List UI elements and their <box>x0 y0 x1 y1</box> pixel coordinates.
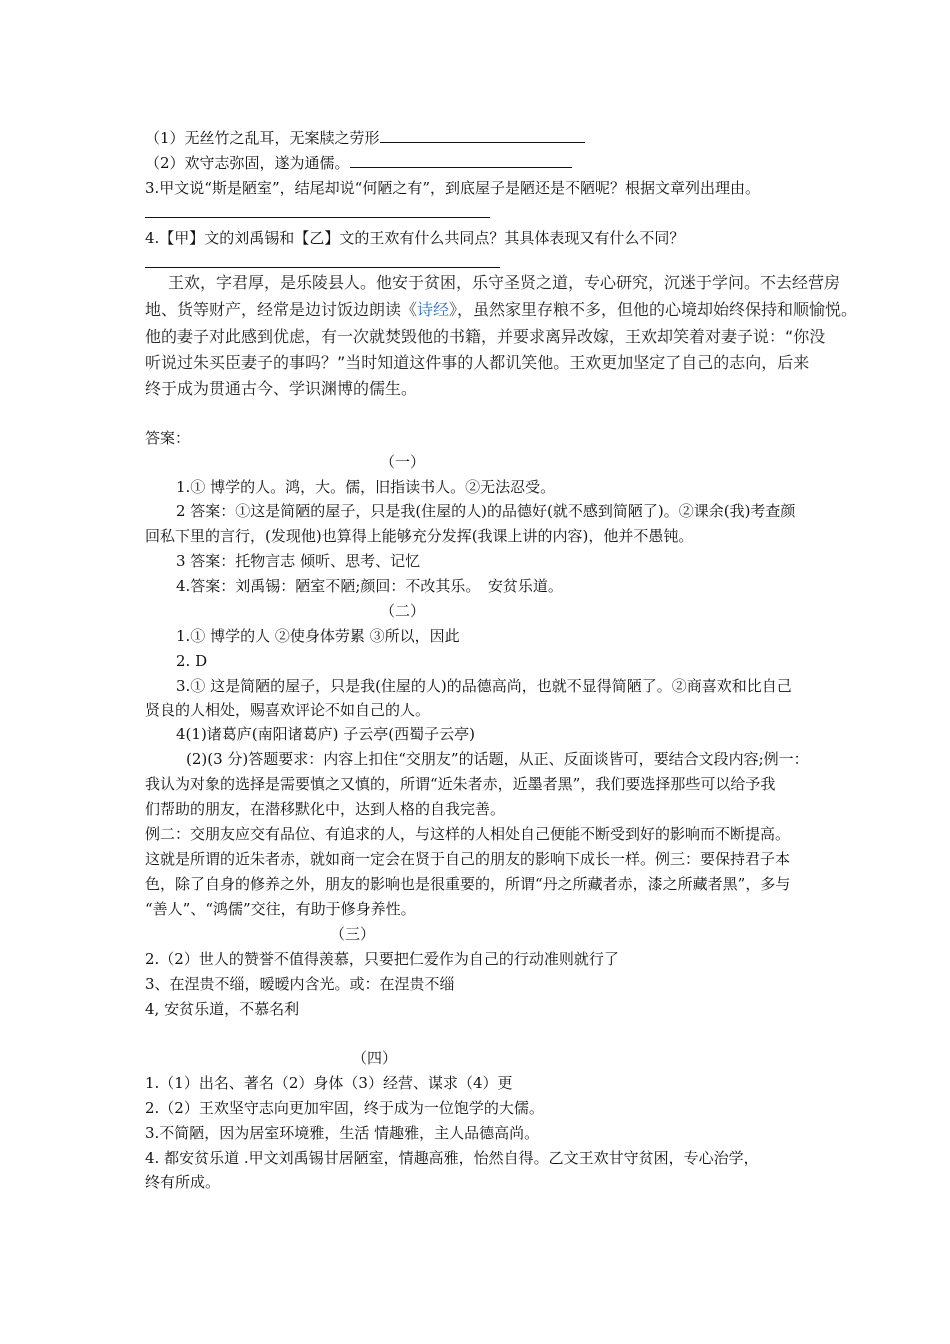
answer-line: 1.① 博学的人 ②使身体劳累 ③所以，因此 <box>176 627 460 645</box>
passage-line: 终于成为贯通古今、学识渊博的儒生。 <box>145 379 418 398</box>
answers-heading: 答案： <box>145 429 191 447</box>
passage-line <box>145 300 857 320</box>
answer-line: (2)(3 分)答题要求：内容上扣住“交朋友”的话题，从正、反面谈皆可，要结合文段内容;例一： <box>186 750 809 768</box>
passage-text: 地、货等财产，经常是边讨饭边朗读《 <box>145 300 418 319</box>
passage-line: 听说过朱买臣妻子的事吗？”当时知道这件事的人都讥笑他。王欢更加坚定了自己的志向，后来 <box>145 353 810 372</box>
passage-line: 王欢，字君厚，是乐陵县人。他安于贫困，乐守圣贤之道，专心研究，沉迷于学问。不去经营房 <box>168 273 841 292</box>
answer-line: 贤良的人相处，赐喜欢评论不如自己的人。 <box>145 701 431 719</box>
answer-line: 终有所成。 <box>145 1173 221 1191</box>
answer-line: 3 答案：托物言志 倾听、思考、记忆 <box>176 552 421 570</box>
answer-line: 2.（2）世人的赞誉不值得羡慕，只要把仁爱作为自己的行动准则就行了 <box>145 950 619 968</box>
answer-line: 4(1)诸葛庐(南阳诸葛庐) 子云亭(西蜀子云亭) <box>176 725 475 743</box>
passage-line: 他的妻子对此感到优虑，有一次就焚毁他的书籍，并要求离异改嫁，王欢却笑着对妻子说：“你没 <box>145 327 826 346</box>
answer-line: 4. 都安贫乐道 .甲文刘禹锡甘居陋室，情趣高雅，怡然自得。乙文王欢甘守贫困，专心治学， <box>145 1149 759 1167</box>
answer-line: 3、在涅贵不缁，暧暧内含光。或：在涅贵不缁 <box>145 975 455 993</box>
section-title: （四） <box>352 1049 398 1067</box>
question-2-1-text: （1）无丝竹之乱耳，无案牍之劳形 <box>145 129 380 147</box>
answer-line: 2 答案：①这是简陋的屋子，只是我(住屋的人)的品德好(就不感到简陋了)。②课余(我)考查颜 <box>176 502 796 520</box>
question-3: 3.甲文说“斯是陋室”，结尾却说“何陋之有”，到底屋子是陋还是不陋呢？根据文章列出理由。 <box>145 179 760 197</box>
question-4: 4.【甲】文的刘禹锡和【乙】文的王欢有什么共同点？其具体表现又有什么不同？ <box>145 229 685 247</box>
answer-line: 2.（2）王欢坚守志向更加牢固，终于成为一位饱学的大儒。 <box>145 1099 544 1117</box>
answer-line: 1.（1）出名、著名（2）身体（3）经营、谋求（4）更 <box>145 1074 513 1092</box>
answer-line: 2. D <box>176 652 208 670</box>
shijing-link[interactable]: 诗经 <box>417 300 450 319</box>
answer-line: “善人”、“鸿儒”交往，有助于修身养性。 <box>145 900 416 918</box>
section-title: （二） <box>380 602 426 620</box>
answer-line: 我认为对象的选择是需要慎之又慎的，所谓“近朱者赤，近墨者黑”，我们要选择那些可以给予我 <box>145 775 776 793</box>
answer-blank <box>350 153 572 168</box>
question-2-1 <box>145 128 585 148</box>
answer-line: 这就是所谓的近朱者赤，就如商一定会在贤于自己的朋友的影响下成长一样。例三：要保持君子本 <box>145 850 791 868</box>
answer-blank <box>380 128 585 143</box>
answer-line: 3.① 这是简陋的屋子，只是我(住屋的人)的品德高尚，也就不显得简陋了。②商喜欢和比自己 <box>176 677 792 695</box>
passage-text: 》，虽然家里存粮不多，但他的心境却始终保持和顺愉悦。 <box>449 300 858 319</box>
question-2-2-text: （2）欢守志弥固，遂为通儒。 <box>145 154 350 172</box>
answer-line: 4.答案：刘禹锡：陋室不陋;颜回：不改其乐。 安贫乐道。 <box>176 577 563 595</box>
answer-line: 4, 安贫乐道，不慕名利 <box>145 1000 300 1018</box>
section-title: （一） <box>380 453 426 471</box>
answer-line: 1.① 博学的人。鸿，大。儒，旧指读书人。②无法忍受。 <box>176 478 556 496</box>
answer-line <box>145 267 500 268</box>
section-title: （三） <box>330 925 376 943</box>
answer-line: 3.不简陋，因为居室环境雅，生活 情趣雅，主人品德高尚。 <box>145 1124 540 1142</box>
answer-line: 回私下里的言行，(发现他)也算得上能够充分发挥(我课上讲的内容)，他并不愚钝。 <box>145 527 694 545</box>
question-2-2 <box>145 153 572 173</box>
answer-line: 们帮助的朋友，在潜移默化中，达到人格的自我完善。 <box>145 800 506 818</box>
answer-line <box>145 217 490 218</box>
answer-line: 例二：交朋友应交有品位、有追求的人，与这样的人相处自己便能不断受到好的影响而不断提高。 <box>145 825 791 843</box>
answer-line: 色，除了自身的修养之外，朋友的影响也是很重要的，所谓“丹之所藏者赤，漆之所藏者黑”，多与 <box>145 875 791 893</box>
